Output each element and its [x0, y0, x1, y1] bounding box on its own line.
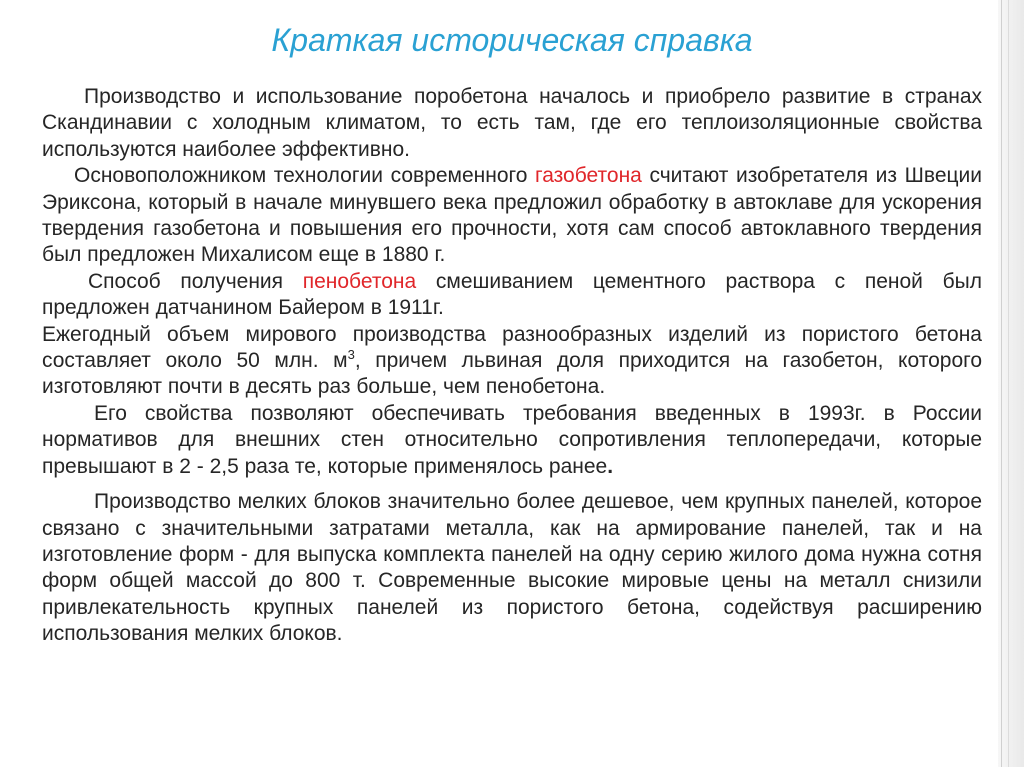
- text-span: Основоположником технологии современного: [74, 164, 536, 188]
- superscript: 3: [347, 347, 355, 363]
- text-span: Его свойства позволяют обеспечивать требования введенных в 1993г. в России нормативов для внешних стен относительно сопротивления теплопередачи, которые превышают в 2 - 2,5 раза те, которые применялось ранее: [42, 401, 982, 478]
- decor-line: [1008, 0, 1009, 767]
- paragraph-annual-volume: [42, 322, 982, 401]
- slide-decor-band: [998, 0, 1024, 767]
- bold-period: .: [607, 454, 614, 478]
- text-span: , причем львиная доля приходится на газобетон, которого изготовляют почти в десять раз больше, чем пенобетона.: [42, 349, 982, 399]
- text-span: считают изобретателя из Швеции Эриксона, который в начале минувшего века предложил обработку в автоклаве для ускорения твердения газобетона и повышения его прочности, хотя сам способ автоклавного твердения был предложен Михалисом еще в 1880 г.: [42, 164, 982, 267]
- paragraph-origin: Производство и использование поробетона началось и приобрело развитие в странах Скандинавии с холодным климатом, то есть там, где его теплоизоляционные свойства используются наиболее эффективно.: [42, 85, 982, 161]
- paragraph-foam-concrete: [42, 269, 982, 322]
- highlight-foam-concrete: пенобетона: [302, 269, 417, 293]
- text-span: Ежегодный объем мирового производства разнообразных изделий из пористого бетона составляет около 50 млн. м: [42, 322, 982, 373]
- paragraph-properties: [42, 401, 982, 480]
- paragraph-small-blocks: Производство мелких блоков значительно более дешевое, чем крупных панелей, которое связано с значительными затратами металла, как на армирование панелей, так и на изготовление форм - для выпуска комплекта панелей на одну серию жилого дома нужна сотня форм общей массой до 800 т. Современные высокие мировые цены на металл снизили привлекательность крупных панелей из пористого бетона, содействуя расширению использования мелких блоков.: [42, 490, 982, 646]
- slide-body: [42, 84, 982, 648]
- paragraph-gas-concrete: [42, 163, 982, 269]
- highlight-gas-concrete: газобетона: [535, 164, 642, 188]
- text-span: смешиванием цементного раствора с пеной был предложен датчанином Байером в 1911г.: [42, 269, 982, 320]
- slide-title: Краткая историческая справка: [271, 22, 753, 58]
- text-span: Способ получения: [88, 269, 303, 293]
- decor-line: [1001, 0, 1002, 767]
